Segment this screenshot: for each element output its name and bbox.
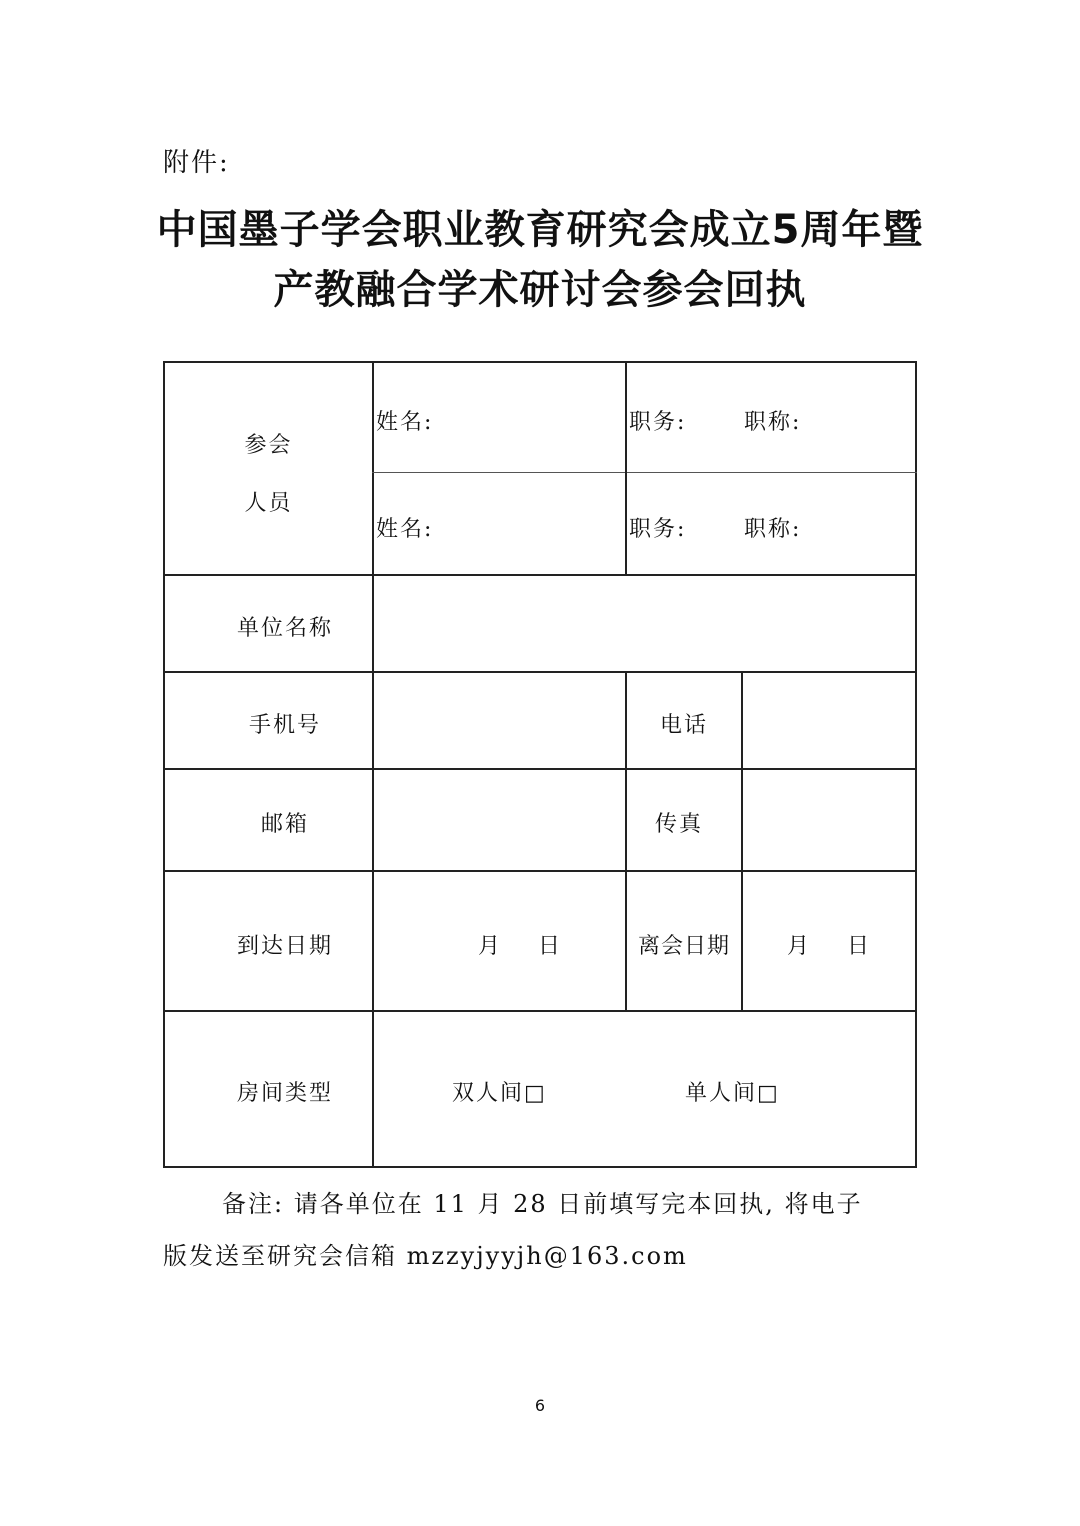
table-border-bottom — [163, 1166, 917, 1168]
attendees-label-line-1: 参会 — [244, 433, 293, 458]
attendee-1-position-field[interactable]: 职务: — [629, 410, 687, 435]
attendee-2-position-field[interactable]: 职务: — [629, 517, 687, 542]
phone-label: 电话 — [659, 713, 708, 738]
document-title-line-1: 中国墨子学会职业教育研究会成立5周年暨 — [156, 207, 924, 253]
room-type-label: 房间类型 — [236, 1081, 333, 1106]
departure-date-input[interactable]: 月 日 — [787, 934, 871, 959]
table-border-top — [163, 361, 917, 363]
attendee-1-title-field[interactable]: 职称: — [744, 410, 802, 435]
row-divider-dates — [163, 1010, 917, 1012]
table-border-right — [915, 361, 917, 1168]
attendee-column-divider — [625, 361, 627, 576]
attendees-label-line-2: 人员 — [244, 491, 293, 516]
attendee-row-divider — [372, 472, 917, 473]
room-double-checkbox[interactable]: 双人间□ — [452, 1081, 547, 1106]
page-number: 6 — [534, 1396, 546, 1415]
mobile-label: 手机号 — [248, 713, 321, 738]
email-label: 邮箱 — [260, 812, 309, 837]
attendee-2-title-field[interactable]: 职称: — [744, 517, 802, 542]
note-line-1: 备注: 请各单位在 11 月 28 日前填写完本回执, 将电子 — [222, 1190, 863, 1218]
room-single-checkbox[interactable]: 单人间□ — [685, 1081, 780, 1106]
fax-input[interactable] — [743, 770, 915, 870]
departure-date-label: 离会日期 — [637, 934, 730, 959]
document-title-line-2: 产教融合学术研讨会参会回执 — [273, 267, 807, 313]
note-line-2: 版发送至研究会信箱 mzzyjyyjh@163.com — [163, 1242, 688, 1270]
fax-label: 传真 — [654, 812, 703, 837]
table-border-left — [163, 361, 165, 1168]
phone-input[interactable] — [743, 673, 915, 768]
arrival-date-input[interactable]: 月 日 — [478, 934, 562, 959]
attendee-2-name-field[interactable]: 姓名: — [376, 517, 434, 542]
unit-name-input[interactable] — [374, 576, 915, 671]
attachment-label: 附件: — [163, 148, 230, 178]
row-divider-email — [163, 870, 917, 872]
attendee-1-name-field[interactable]: 姓名: — [376, 410, 434, 435]
unit-name-label: 单位名称 — [236, 616, 333, 641]
mobile-input[interactable] — [374, 673, 625, 768]
email-input[interactable] — [374, 770, 625, 870]
arrival-date-label: 到达日期 — [236, 934, 333, 959]
